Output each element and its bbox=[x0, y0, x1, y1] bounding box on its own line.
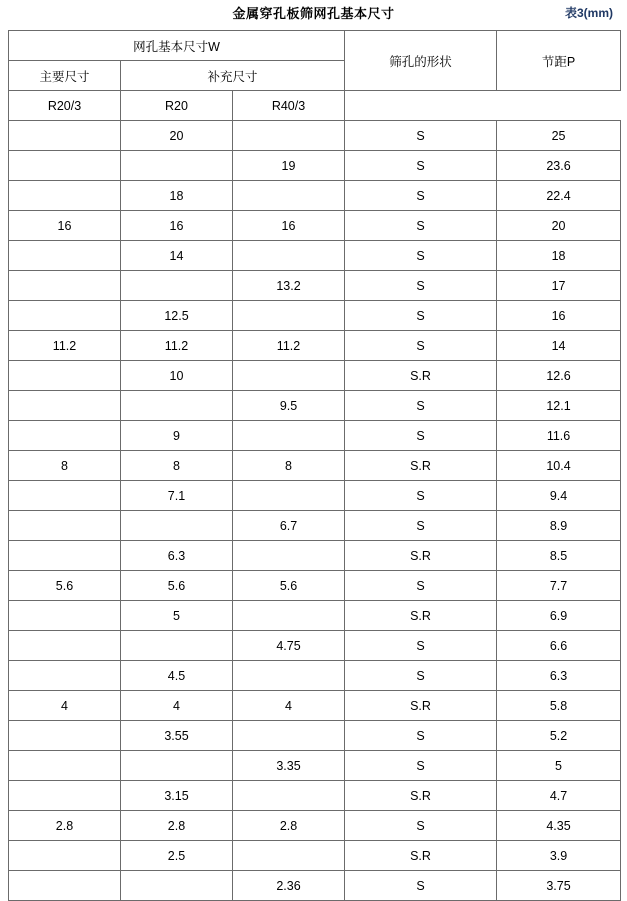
cell-r20-3 bbox=[9, 391, 121, 421]
table-row bbox=[9, 571, 621, 601]
cell-r20: 16 bbox=[121, 211, 233, 241]
cell-shape: S bbox=[345, 481, 497, 511]
cell-shape: S bbox=[345, 511, 497, 541]
table-row bbox=[9, 241, 621, 271]
cell-r20 bbox=[121, 391, 233, 421]
cell-r20-3 bbox=[9, 421, 121, 451]
cell-r20: 10 bbox=[121, 361, 233, 391]
cell-r20: 6.3 bbox=[121, 541, 233, 571]
header-spacer-shape bbox=[345, 91, 497, 121]
header-col-r20: R20 bbox=[121, 91, 233, 121]
cell-r20-3 bbox=[9, 181, 121, 211]
cell-pitch: 12.6 bbox=[497, 361, 621, 391]
cell-shape: S bbox=[345, 181, 497, 211]
cell-r40-3: 6.7 bbox=[233, 511, 345, 541]
cell-pitch: 8.9 bbox=[497, 511, 621, 541]
cell-r20 bbox=[121, 751, 233, 781]
table-row bbox=[9, 421, 621, 451]
cell-pitch: 12.1 bbox=[497, 391, 621, 421]
table-row bbox=[9, 751, 621, 781]
cell-r20: 5.6 bbox=[121, 571, 233, 601]
cell-pitch: 9.4 bbox=[497, 481, 621, 511]
cell-shape: S.R bbox=[345, 781, 497, 811]
table-row bbox=[9, 481, 621, 511]
cell-r40-3: 9.5 bbox=[233, 391, 345, 421]
cell-r40-3: 19 bbox=[233, 151, 345, 181]
cell-r40-3: 3.35 bbox=[233, 751, 345, 781]
cell-r20-3 bbox=[9, 871, 121, 901]
cell-pitch: 8.5 bbox=[497, 541, 621, 571]
cell-shape: S bbox=[345, 331, 497, 361]
cell-shape: S bbox=[345, 811, 497, 841]
header-shape: 筛孔的形状 bbox=[345, 31, 497, 91]
cell-pitch: 23.6 bbox=[497, 151, 621, 181]
cell-shape: S bbox=[345, 121, 497, 151]
cell-r40-3: 4 bbox=[233, 691, 345, 721]
cell-shape: S.R bbox=[345, 541, 497, 571]
cell-r20-3 bbox=[9, 241, 121, 271]
cell-r40-3 bbox=[233, 481, 345, 511]
cell-r20: 11.2 bbox=[121, 331, 233, 361]
cell-shape: S bbox=[345, 211, 497, 241]
cell-r20-3 bbox=[9, 271, 121, 301]
cell-r40-3: 2.8 bbox=[233, 811, 345, 841]
cell-r20 bbox=[121, 151, 233, 181]
cell-r20: 2.5 bbox=[121, 841, 233, 871]
cell-r20 bbox=[121, 511, 233, 541]
cell-pitch: 5.8 bbox=[497, 691, 621, 721]
table-body bbox=[9, 31, 621, 901]
cell-r40-3 bbox=[233, 721, 345, 751]
header-col-r40-3: R40/3 bbox=[233, 91, 345, 121]
cell-shape: S bbox=[345, 271, 497, 301]
cell-r20-3 bbox=[9, 511, 121, 541]
cell-pitch: 4.35 bbox=[497, 811, 621, 841]
cell-r20-3 bbox=[9, 361, 121, 391]
cell-pitch: 17 bbox=[497, 271, 621, 301]
cell-r40-3: 13.2 bbox=[233, 271, 345, 301]
cell-r40-3 bbox=[233, 661, 345, 691]
table-row bbox=[9, 181, 621, 211]
table-row bbox=[9, 451, 621, 481]
cell-r20 bbox=[121, 631, 233, 661]
cell-pitch: 20 bbox=[497, 211, 621, 241]
cell-r20-3 bbox=[9, 301, 121, 331]
table-row bbox=[9, 211, 621, 241]
cell-shape: S bbox=[345, 241, 497, 271]
cell-shape: S.R bbox=[345, 691, 497, 721]
cell-r40-3 bbox=[233, 301, 345, 331]
cell-shape: S bbox=[345, 871, 497, 901]
table-row bbox=[9, 781, 621, 811]
cell-r40-3 bbox=[233, 781, 345, 811]
cell-r20-3 bbox=[9, 541, 121, 571]
header-main-size: 主要尺寸 bbox=[9, 61, 121, 91]
cell-r40-3: 8 bbox=[233, 451, 345, 481]
cell-shape: S.R bbox=[345, 601, 497, 631]
cell-pitch: 6.6 bbox=[497, 631, 621, 661]
header-col-r20-3: R20/3 bbox=[9, 91, 121, 121]
cell-shape: S bbox=[345, 721, 497, 751]
cell-r40-3: 11.2 bbox=[233, 331, 345, 361]
cell-r40-3 bbox=[233, 181, 345, 211]
cell-pitch: 3.9 bbox=[497, 841, 621, 871]
cell-r20-3: 5.6 bbox=[9, 571, 121, 601]
cell-r20: 3.55 bbox=[121, 721, 233, 751]
cell-shape: S bbox=[345, 391, 497, 421]
cell-pitch: 5.2 bbox=[497, 721, 621, 751]
table-row bbox=[9, 601, 621, 631]
cell-r20: 4 bbox=[121, 691, 233, 721]
cell-shape: S bbox=[345, 301, 497, 331]
cell-r20 bbox=[121, 271, 233, 301]
cell-shape: S bbox=[345, 751, 497, 781]
cell-pitch: 11.6 bbox=[497, 421, 621, 451]
cell-r40-3: 16 bbox=[233, 211, 345, 241]
cell-shape: S bbox=[345, 151, 497, 181]
cell-pitch: 3.75 bbox=[497, 871, 621, 901]
cell-shape: S bbox=[345, 421, 497, 451]
cell-r20-3: 8 bbox=[9, 451, 121, 481]
cell-pitch: 4.7 bbox=[497, 781, 621, 811]
cell-r20: 18 bbox=[121, 181, 233, 211]
page-title: 金属穿孔板筛网孔基本尺寸 bbox=[232, 6, 395, 21]
cell-pitch: 6.3 bbox=[497, 661, 621, 691]
header-group-w: 网孔基本尺寸W bbox=[9, 31, 345, 61]
table-row bbox=[9, 271, 621, 301]
table-row bbox=[9, 511, 621, 541]
header-supplement-size: 补充尺寸 bbox=[121, 61, 345, 91]
cell-shape: S.R bbox=[345, 361, 497, 391]
cell-r20: 5 bbox=[121, 601, 233, 631]
cell-shape: S bbox=[345, 571, 497, 601]
table-row bbox=[9, 871, 621, 901]
cell-r20-3: 11.2 bbox=[9, 331, 121, 361]
cell-pitch: 18 bbox=[497, 241, 621, 271]
cell-r40-3 bbox=[233, 421, 345, 451]
cell-r20: 4.5 bbox=[121, 661, 233, 691]
hole-size-table bbox=[8, 30, 621, 901]
cell-shape: S.R bbox=[345, 841, 497, 871]
header-pitch: 节距P bbox=[497, 31, 621, 91]
cell-r20-3 bbox=[9, 781, 121, 811]
cell-shape: S bbox=[345, 661, 497, 691]
table-row bbox=[9, 841, 621, 871]
cell-r20-3: 4 bbox=[9, 691, 121, 721]
table-row bbox=[9, 121, 621, 151]
cell-r20: 8 bbox=[121, 451, 233, 481]
cell-r20-3 bbox=[9, 841, 121, 871]
cell-pitch: 22.4 bbox=[497, 181, 621, 211]
cell-r20-3 bbox=[9, 601, 121, 631]
cell-r20: 20 bbox=[121, 121, 233, 151]
cell-pitch: 7.7 bbox=[497, 571, 621, 601]
cell-r40-3 bbox=[233, 541, 345, 571]
table-row bbox=[9, 361, 621, 391]
cell-r20 bbox=[121, 871, 233, 901]
cell-r20-3: 16 bbox=[9, 211, 121, 241]
table-header-row-3 bbox=[9, 91, 621, 121]
cell-r20: 9 bbox=[121, 421, 233, 451]
title-row bbox=[0, 0, 627, 28]
cell-pitch: 6.9 bbox=[497, 601, 621, 631]
cell-r40-3 bbox=[233, 361, 345, 391]
cell-r20-3 bbox=[9, 661, 121, 691]
cell-pitch: 5 bbox=[497, 751, 621, 781]
cell-r40-3: 5.6 bbox=[233, 571, 345, 601]
cell-shape: S.R bbox=[345, 451, 497, 481]
cell-pitch: 25 bbox=[497, 121, 621, 151]
cell-r20: 7.1 bbox=[121, 481, 233, 511]
cell-r20-3 bbox=[9, 481, 121, 511]
cell-r20-3 bbox=[9, 751, 121, 781]
cell-r20-3 bbox=[9, 631, 121, 661]
table-row bbox=[9, 631, 621, 661]
cell-r20: 3.15 bbox=[121, 781, 233, 811]
table-row bbox=[9, 151, 621, 181]
cell-pitch: 14 bbox=[497, 331, 621, 361]
table-row bbox=[9, 811, 621, 841]
cell-r20: 12.5 bbox=[121, 301, 233, 331]
cell-r20-3 bbox=[9, 121, 121, 151]
cell-r20-3 bbox=[9, 721, 121, 751]
cell-r40-3: 4.75 bbox=[233, 631, 345, 661]
cell-r20-3: 2.8 bbox=[9, 811, 121, 841]
table-row bbox=[9, 691, 621, 721]
cell-r40-3 bbox=[233, 121, 345, 151]
table-row bbox=[9, 661, 621, 691]
table-row bbox=[9, 391, 621, 421]
table-row bbox=[9, 301, 621, 331]
table-row bbox=[9, 331, 621, 361]
cell-r20: 2.8 bbox=[121, 811, 233, 841]
table-row bbox=[9, 721, 621, 751]
cell-r40-3 bbox=[233, 601, 345, 631]
header-spacer-pitch bbox=[497, 91, 621, 121]
table-header-row-1 bbox=[9, 31, 621, 61]
cell-r40-3: 2.36 bbox=[233, 871, 345, 901]
cell-pitch: 10.4 bbox=[497, 451, 621, 481]
table-row bbox=[9, 541, 621, 571]
cell-r40-3 bbox=[233, 241, 345, 271]
cell-r20: 14 bbox=[121, 241, 233, 271]
cell-r40-3 bbox=[233, 841, 345, 871]
cell-pitch: 16 bbox=[497, 301, 621, 331]
cell-shape: S bbox=[345, 631, 497, 661]
table-number-label: 表3(mm) bbox=[564, 6, 613, 20]
cell-r20-3 bbox=[9, 151, 121, 181]
